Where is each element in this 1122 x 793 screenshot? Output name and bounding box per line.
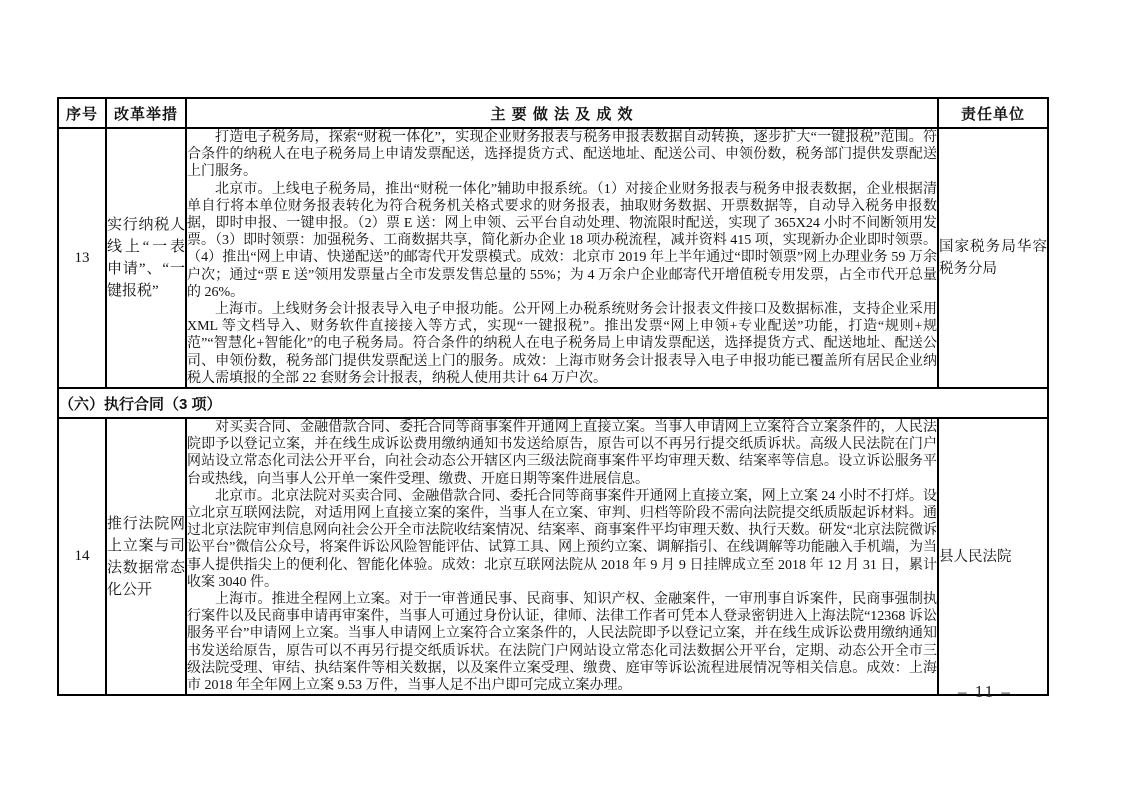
table-row-14 — [58, 418, 1048, 695]
paragraph: 北京市。北京法院对买卖合同、金融借款合同、委托合同等商事案件开通网上直接立案，网上立案 24 小时不打烊。设立北京互联网法院，对适用网上直接立案的案件，当事人在立案、审判、归档等阶段不需向法院提交纸质版起诉材料。通过北京法院审判信息网向社会公开全市法院收结案情况、结案率、商事案件平均审理天数、执行天数。研发“北京法院微诉讼平台”微信公众号，将案件诉讼风险智能评估、试算工具、网上预约立案、调解指引、在线调解等功能融入手机端，为当事人提供指尖上的便利化、智能化体验。成效：北京互联网法院从 2018 年 9 月 9 日挂牌成立至 2018 年 12 月 31 日，累计收案 3040 件。 — [187, 488, 937, 590]
paragraph: 上海市。上线财务会计报表导入电子申报功能。公开网上办税系统财务会计报表文件接口及数据标准，支持企业采用 XML 等文档导入、财务软件直接接入等方式，实现“一键报税”。推出发票“网上申领+专业配送”功能，打造“规则+规范”“智慧化+智能化”的电子税务局。符合条件的纳税人在电子税务局上申请发票配送，选择提货方式、配送地址、配送公司、申领份数，税务部门提供发票配送上门的服务。成效：上海市财务会计报表导入电子申报功能已覆盖所有居民企业纳税人需填报的全部 22 套财务会计报表，纳税人使用共计 64 万户次。 — [187, 302, 937, 386]
paragraph: 打造电子税务局，探索“财税一体化”，实现企业财务报表与税务申报表数据自动转换，逐步扩大“一键报税”范围。符合条件的纳税人在电子税务局上申请发票配送，选择提货方式、配送地址、配送公司、申领份数，税务部门提供发票配送上门服务。 — [187, 130, 937, 180]
paragraph: 对买卖合同、金融借款合同、委托合同等商事案件开通网上直接立案。当事人申请网上立案符合立案条件的，人民法院即予以登记立案，并在线生成诉讼费用缴纳通知书发送给原告，原告可以不再另行提交纸质诉状。高级人民法院在门户网站设立常态化司法公开平台，向社会动态公开辖区内三级法院商事案件平均审理天数、结案率等信息。设立诉讼服务平台或热线，向当事人公开单一案件受理、缴费、开庭日期等案件进展信息。 — [187, 420, 937, 487]
paragraph: 北京市。上线电子税务局，推出“财税一体化”辅助申报系统。（1）对接企业财务报表与税务申报表数据，企业根据清单自行将本单位财务报表转化为符合税务机关格式要求的财务报表，抽取财务数据、开票数据等，自动导入税务申报数据，即时申报、一键申报。（2）票 E 送：网上申领、云平台自动处理、物流限时配送，实现了 365X24 小时不间断领用发票。（3）即时领票：加强税务、工商数据共享，简化新办企业 18 项办税流程，减并资料 415 项，实现新办企业即时领票。（4）推出“网上申请、快递配送”的邮寄代开发票模式。成效：北京市 2019 年上半年通过“即时领票”网上办理业务 59 万余户次；通过“票 E 送”领用发票量占全市发票发售总量的 55%；为 4 万余户企业邮寄代开增值税专用发票，占全市代开总量的 26%。 — [187, 181, 937, 300]
section-row — [58, 388, 1048, 418]
row-13-content — [186, 128, 938, 388]
column-header-seq: 序号 — [58, 98, 106, 128]
row-13-unit: 国家税务局华容税务分局 — [938, 128, 1048, 388]
column-header-unit: 责任单位 — [938, 98, 1048, 128]
reform-measures-table — [57, 97, 1049, 696]
column-header-main: 主 要 做 法 及 成 效 — [186, 98, 938, 128]
row-14-content — [186, 418, 938, 695]
row-13-seq: 13 — [58, 128, 106, 388]
row-14-measure: 推行法院网上立案与司法数据常态化公开 — [106, 418, 186, 695]
column-header-measure: 改革举措 — [106, 98, 186, 128]
paragraph: 上海市。推进全程网上立案。对于一审普通民事、民商事、知识产权、金融案件，一审刑事自诉案件，民商事强制执行案件以及民商事申请再审案件，当事人可通过身份认证，律师、法律工作者可凭本人登录密钥进入上海法院“12368 诉讼服务平台”申请网上立案。当事人申请网上立案符合立案条件的，人民法院即予以登记立案，并在线生成诉讼费用缴纳通知书发送给原告，原告可以不再另行提交纸质诉状。在法院门户网站设立常态化司法数据公开平台，定期、动态公开全市三级法院受理、审结、执结案件等相关数据，以及案件立案受理、缴费、庭审等诉讼流程进展情况等相关信息。成效：上海市 2018 年全年网上立案 9.53 万件，当事人足不出户即可完成立案办理。 — [187, 592, 937, 694]
section-title: （六）执行合同（3 项） — [58, 388, 1048, 418]
table-header-row — [58, 98, 1048, 128]
row-14-seq: 14 — [58, 418, 106, 695]
row-14-unit: 县人民法院 — [938, 418, 1048, 695]
page-number: – 11 – — [958, 682, 1012, 701]
table-row-13 — [58, 128, 1048, 388]
row-13-measure: 实行纳税人线上“一表申请”、“一键报税” — [106, 128, 186, 388]
